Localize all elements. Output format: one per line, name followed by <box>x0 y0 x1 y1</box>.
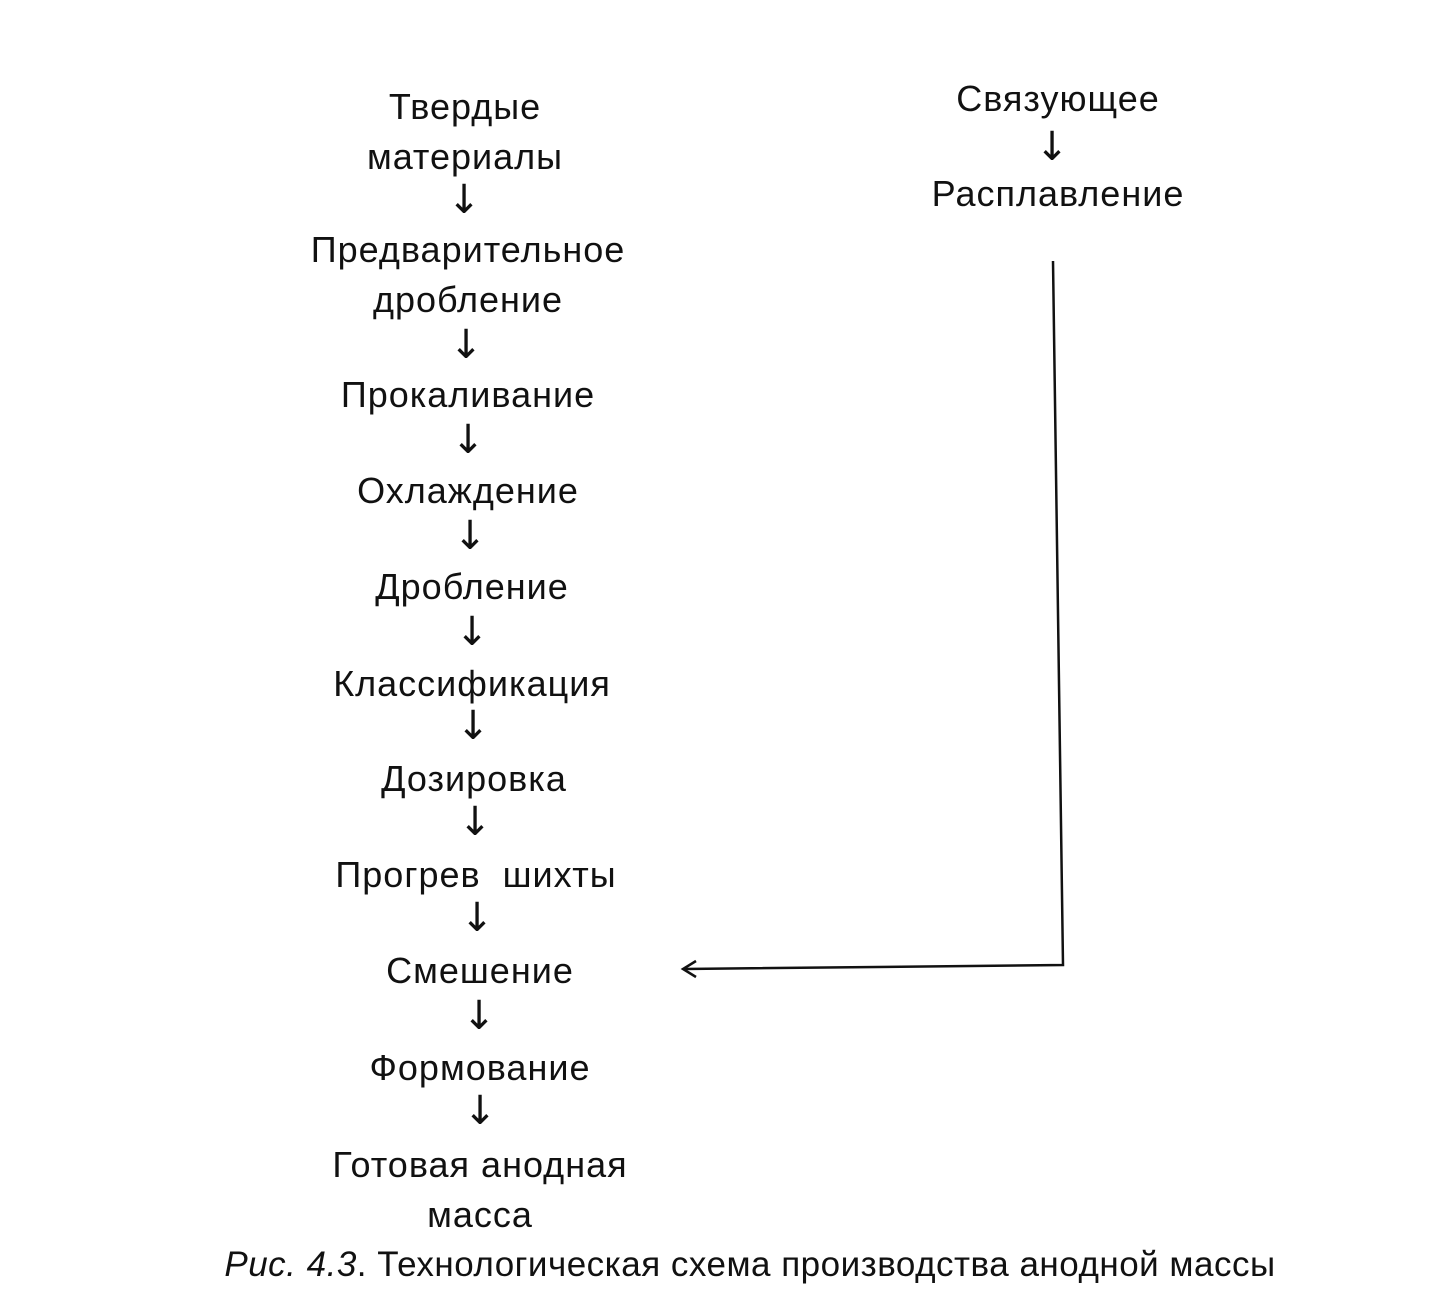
node-calcination: Прокаливание <box>340 374 596 415</box>
node-classification: Классификация <box>333 663 611 704</box>
node-finished-anode-paste: Готовая анодная масса <box>332 1144 628 1235</box>
arrow-down-icon: ↓ <box>458 799 492 845</box>
node-crushing: Дробление <box>375 566 569 607</box>
arrow-down-icon: ↓ <box>456 703 490 749</box>
caption-text: Технологическая схема производства анодной массы <box>377 1245 1276 1284</box>
node-solid-materials: Твердые материалы <box>366 86 564 177</box>
arrow-down-icon: ↓ <box>455 609 489 655</box>
node-mixing: Смешение <box>386 950 574 991</box>
arrow-down-icon: ↓ <box>462 993 496 1039</box>
arrow-down-icon: ↓ <box>463 1088 497 1134</box>
connector-arrowhead-icon <box>683 961 696 977</box>
arrow-down-icon: ↓ <box>447 177 481 223</box>
arrow-down-icon: ↓ <box>451 417 485 463</box>
node-binder: Связующее <box>956 78 1160 119</box>
arrow-down-icon: ↓ <box>1035 124 1069 170</box>
figure-label: Рис. 4.3 <box>224 1245 357 1284</box>
node-cooling: Охлаждение <box>357 470 579 511</box>
node-melting: Расплавление <box>931 173 1185 214</box>
node-dosing: Дозировка <box>381 758 567 799</box>
arrow-down-icon: ↓ <box>453 513 487 559</box>
arrow-down-icon: ↓ <box>449 322 483 368</box>
caption-separator: . <box>356 1245 378 1284</box>
node-preliminary-crushing: Предварительное дробление <box>310 229 626 320</box>
figure-caption <box>0 1242 1441 1288</box>
arrow-down-icon: ↓ <box>460 895 494 941</box>
connector-line <box>684 261 1063 969</box>
node-forming: Формование <box>369 1047 591 1088</box>
node-charge-heating: Прогрев шихты <box>335 854 617 895</box>
